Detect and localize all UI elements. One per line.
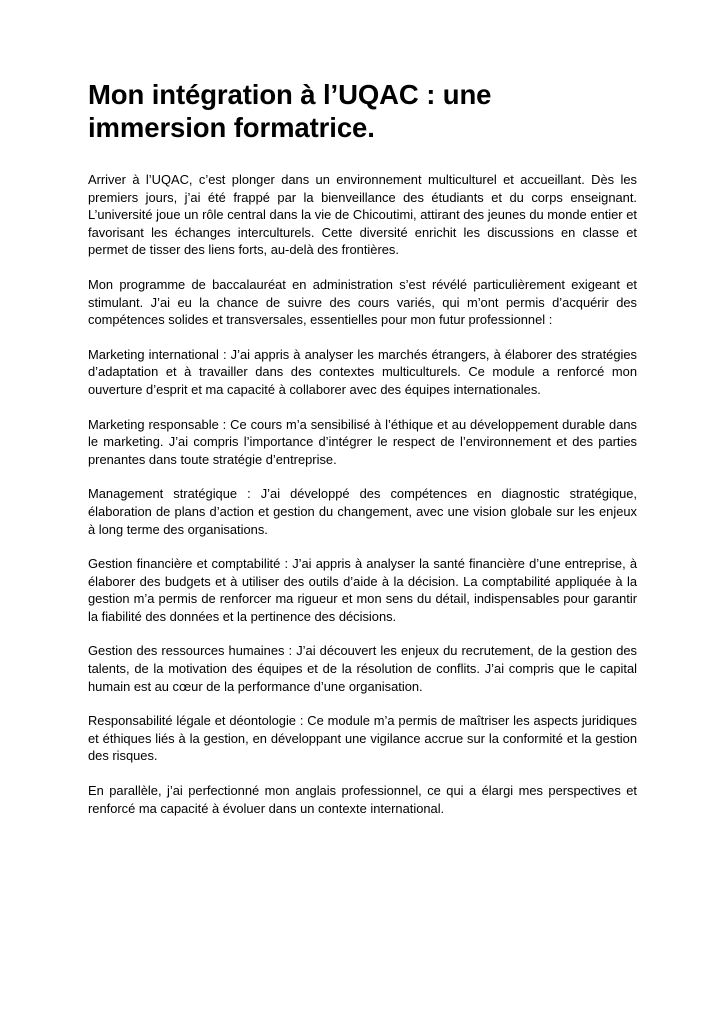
document-title: Mon intégration à l’UQAC : une immersion formatrice. [88, 79, 492, 143]
paragraph-anglais: En parallèle, j’ai perfectionné mon anglais professionnel, ce qui a élargi mes perspectives et renforcé ma capacité à évoluer dans un contexte international. [88, 783, 637, 816]
document-page [88, 78, 637, 834]
paragraph-marketing-international: Marketing international : J’ai appris à analyser les marchés étrangers, à élaborer des stratégies d’adaptation et à travailler dans des contextes multiculturels. Ce module a renforcé mon ouverture d’esprit et ma capacité à collaborer avec des équipes internationales. [88, 346, 637, 397]
paragraph-responsabilite-legale: Responsabilité légale et déontologie : Ce module m’a permis de maîtriser les aspects juridiques et éthiques liés à la gestion, en développant une vigilance accrue sur la conformité et la gestion des risques. [88, 713, 637, 764]
paragraph-ressources-humaines: Gestion des ressources humaines : J’ai découvert les enjeux du recrutement, de la gestion des talents, de la motivation des équipes et de la résolution de conflits. J’ai compris que le capital humain est au cœur de la performance d’une organisation. [88, 643, 637, 694]
paragraph-intro: Arriver à l’UQAC, c’est plonger dans un environnement multiculturel et accueillant. Dès les premiers jours, j’ai été frappé par la bienveillance des étudiants et du corps enseignant. L’université joue un rôle central dans la vie de Chicoutimi, attirant des jeunes du monde entier et favorisant les échanges interculturels. Cette diversité enrichit les discussions en classe et permet de tisser des liens forts, au-delà des frontières. [88, 172, 637, 258]
paragraph-program: Mon programme de baccalauréat en administration s’est révélé particulièrement exigeant et stimulant. J’ai eu la chance de suivre des cours variés, qui m’ont permis d’acquérir des compétences solides et transversales, essentielles pour mon futur professionnel : [88, 276, 637, 328]
paragraph-management-strategique: Management stratégique : J’ai développé des compétences en diagnostic stratégique, élaboration de plans d’action et gestion du changement, avec une vision globale sur les enjeux à long terme des organisations. [88, 486, 637, 537]
paragraph-gestion-financiere: Gestion financière et comptabilité : J’ai appris à analyser la santé financière d’une entreprise, à élaborer des budgets et à utiliser des outils d’aide à la décision. La comptabilité appliquée à la gestion m’a permis de renforcer ma rigueur et mon sens du détail, indispensables pour garantir la fiabilité des données et la pertinence des décisions. [88, 556, 637, 624]
paragraph-marketing-responsable: Marketing responsable : Ce cours m’a sensibilisé à l’éthique et au développement durable dans le marketing. J’ai compris l’importance d’intégrer le respect de l’environnement et des parties prenantes dans toute stratégie d’entreprise. [88, 416, 637, 467]
